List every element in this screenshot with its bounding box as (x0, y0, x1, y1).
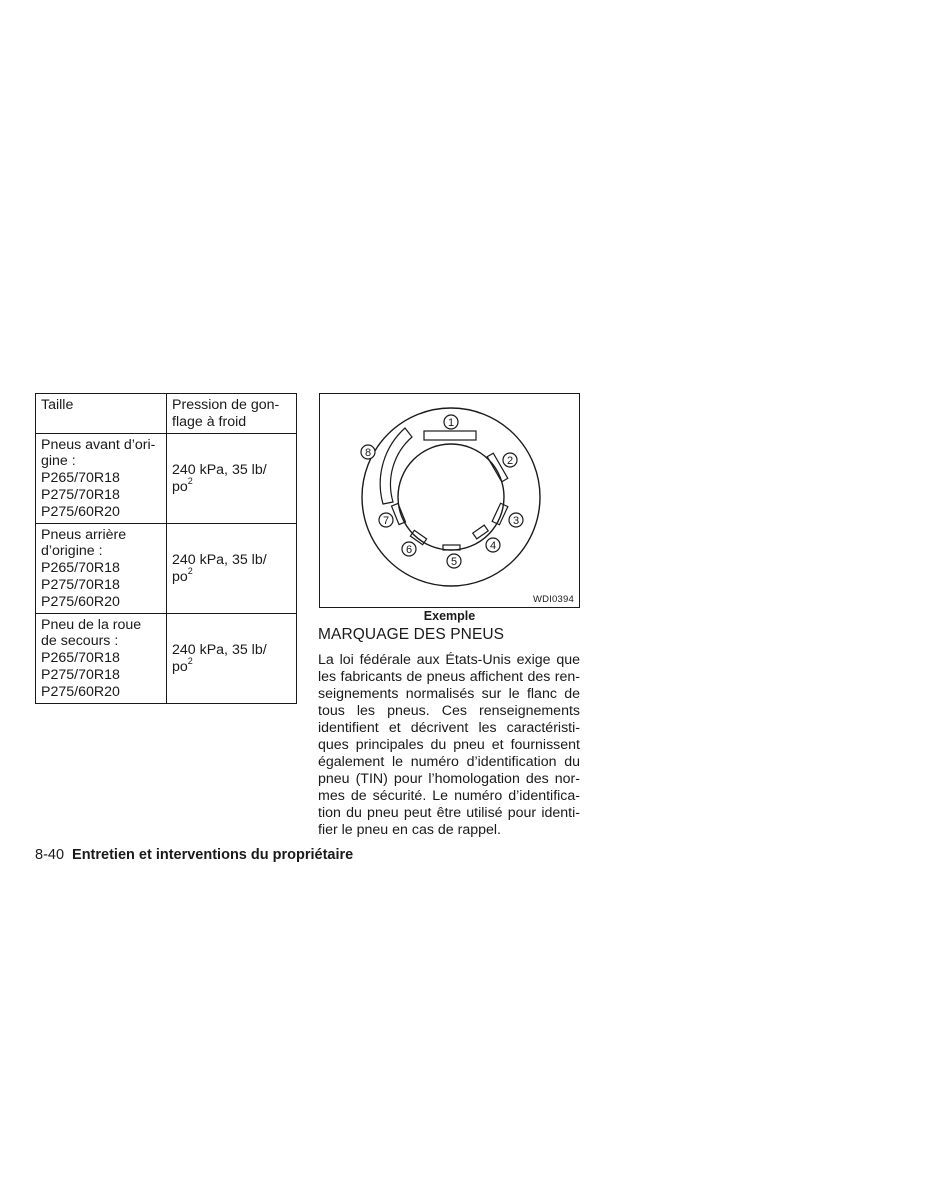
row-label: Pneus arrière d’origine : P265/70R18 P275/70R18 P275/60R20 (36, 523, 167, 613)
figure-caption: Exemple (423, 609, 476, 623)
svg-text:8: 8 (364, 447, 372, 459)
marking-box-1 (424, 431, 476, 440)
callout-2 (503, 453, 517, 467)
row-label: Pneu de la roue de secours : P265/70R18 P275/70R18 P275/60R20 (36, 613, 167, 703)
svg-text:7: 7 (382, 515, 390, 527)
tire-sidewall-figure (319, 393, 580, 608)
figure-code: WDI0394 (532, 594, 574, 605)
svg-text:4: 4 (489, 540, 497, 552)
section-body: La loi fédérale aux États-Unis exige que les fabricants de pneus affichent des ren- seignements normalisés sur le flanc de tous les pneus. Ces renseignements identifient et décrivent les caractéristi- ques principales du pneu et fournissent également le numéro d’identification du pneu (TIN) pour l’homologation des nor- mes de sécurité. Le numéro d’identifica- tion du pneu peut être utilisé pour identi- fier le pneu en cas de rappel. (318, 652, 580, 838)
page-number: 8-40 (35, 847, 65, 863)
chapter-title: Entretien et interventions du propriétaire (72, 847, 354, 863)
callout-7 (379, 513, 393, 527)
svg-text:3: 3 (512, 515, 520, 527)
section-title: MARQUAGE DES PNEUS (318, 626, 505, 643)
svg-text:2: 2 (506, 455, 514, 467)
svg-text:6: 6 (405, 544, 413, 556)
callout-6 (402, 542, 416, 556)
marking-box-3 (492, 503, 508, 525)
callout-5 (447, 554, 461, 568)
row-pressure: 240 kPa, 35 lb/ $po^2$ (167, 523, 297, 613)
callout-4 (486, 538, 500, 552)
header-pressure: Pression de gon- flage à froid (167, 394, 297, 434)
svg-text:5: 5 (450, 556, 458, 568)
table-row (36, 613, 297, 703)
svg-text:1: 1 (447, 417, 455, 429)
table-header-row (36, 394, 297, 434)
tire-diagram (320, 394, 578, 606)
callout-3 (509, 513, 523, 527)
page-footer (35, 847, 353, 863)
row-label: Pneus avant d’ori- gine : P265/70R18 P275/70R18 P275/60R20 (36, 433, 167, 523)
row-pressure: 240 kPa, 35 lb/ $po^2$ (167, 613, 297, 703)
table-row (36, 433, 297, 523)
tire-inner-circle (398, 444, 504, 550)
table-row (36, 523, 297, 613)
callout-1 (444, 415, 458, 429)
row-pressure: 240 kPa, 35 lb/ $po^2$ (167, 433, 297, 523)
callout-8 (361, 445, 375, 459)
tire-pressure-table (35, 393, 297, 704)
header-size: Taille (36, 394, 167, 434)
